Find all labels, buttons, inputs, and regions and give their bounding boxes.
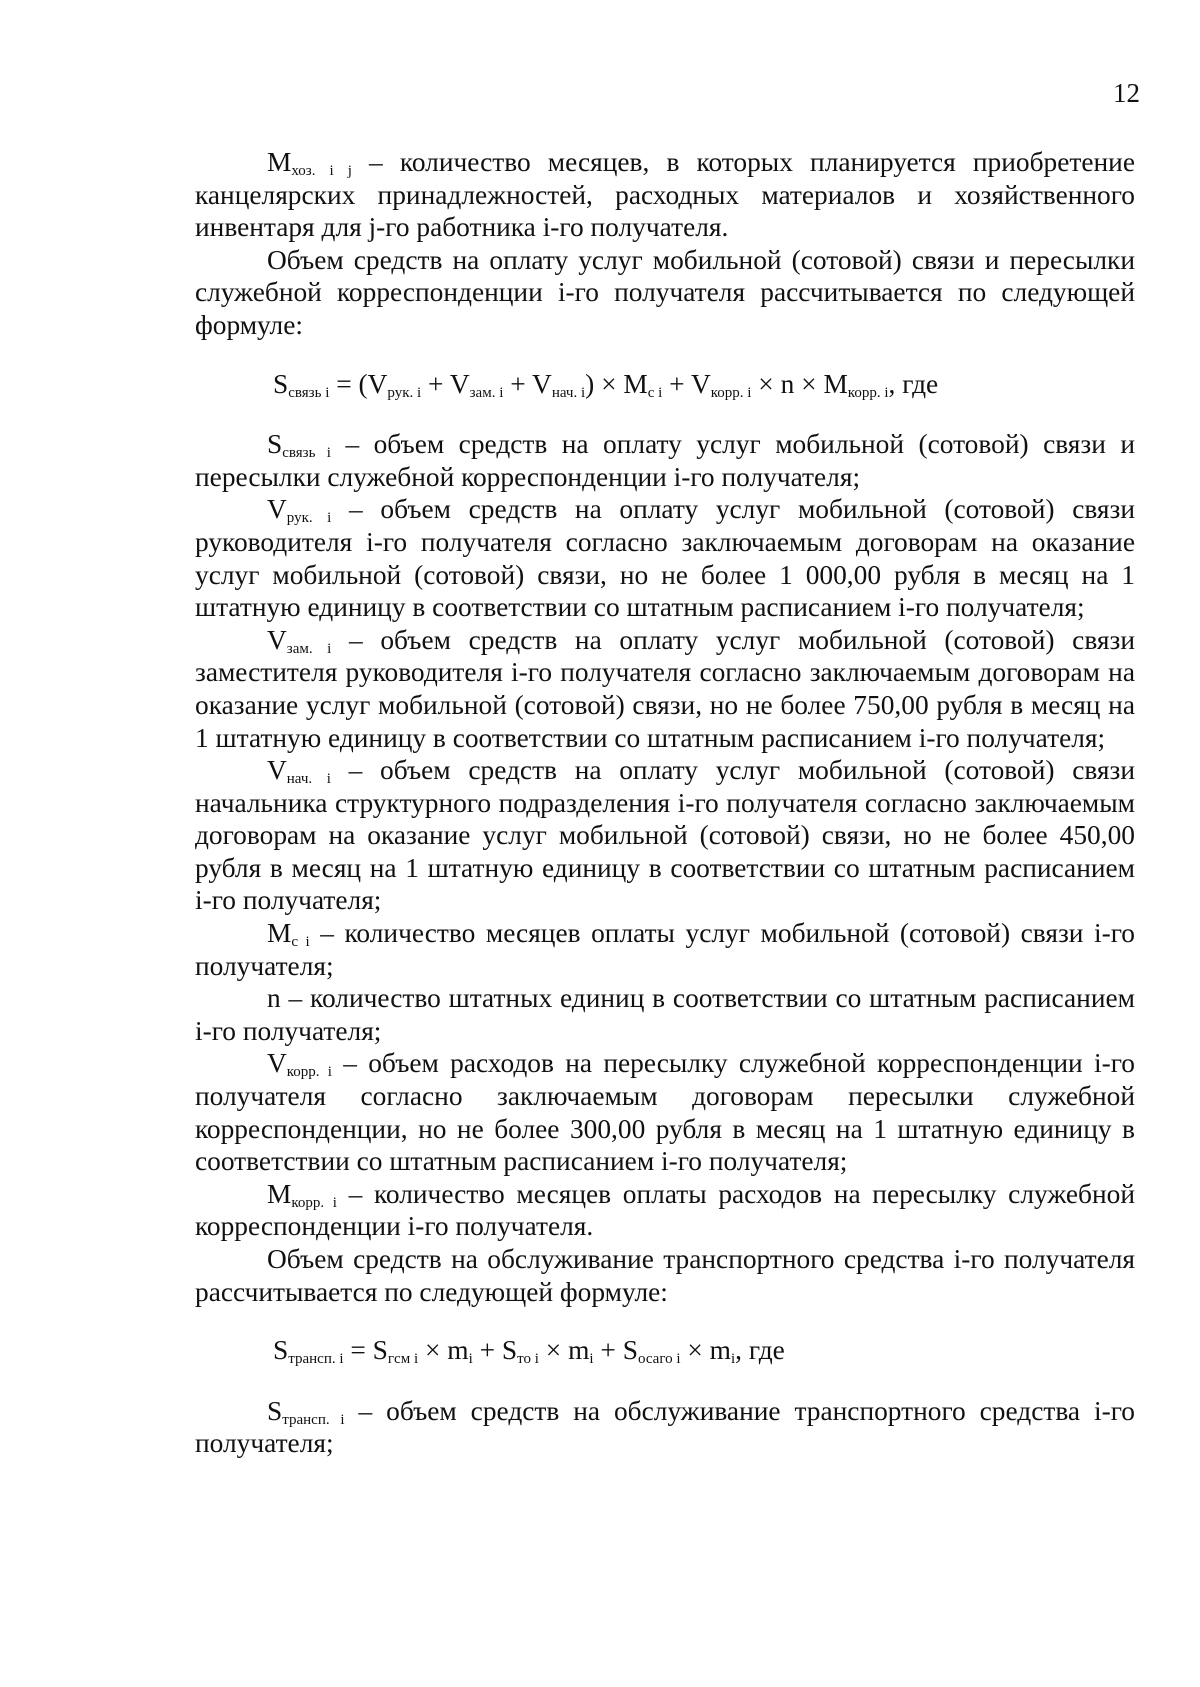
definition-text: – объем средств на оплату услуг мобильной (сотовой) связи руководителя i-го получателя согласно заключаемым договорам на оказание услуг мобильной (сотовой) связи, но не более 1 000,00 рубля в месяц на 1 штатную единицу в соответствии со штатным расписанием i-го получателя; [195, 494, 1135, 623]
definition-text: – объем расходов на пересылку служебной корреспонденции i-го получателя согласно заключаемым договорам пересылки служебной корреспонденции, но не более 300,00 рубля в месяц на 1 штатную единицу в соответствии со штатным расписанием i-го получателя; [195, 1048, 1135, 1177]
paragraph-text: – количество месяцев, в которых планируется приобретение канцелярских принадлежностей, расходных материалов и хозяйственного инвентаря для j-го работника i-го получателя. [195, 147, 1135, 243]
definition-s-transp [195, 1395, 1135, 1460]
symbol-subscript: нач. i [286, 771, 331, 788]
definition-text: – количество месяцев оплаты расходов на пересылку служебной корреспонденции i-го получателя. [195, 1178, 1135, 1242]
definition-n [195, 982, 1135, 1047]
definition-m-c [195, 917, 1135, 982]
paragraph-intro-transport: Объем средств на обслуживание транспортного средства i-го получателя рассчитывается по следующей формуле: [195, 1244, 1135, 1307]
page-number: 12 [1113, 78, 1140, 108]
symbol: S [267, 1395, 283, 1426]
definition-text: – объем средств на оплату услуг мобильной (сотовой) связи начальника структурного подразделения i-го получателя согласно заключаемым договорам на оказание услуг мобильной (сотовой) связи, но не более 450,00 рубля в месяц на 1 штатную единицу в соответствии со штатным расписанием i-го получателя; [195, 755, 1135, 916]
symbol: V [267, 1048, 287, 1079]
formula-transport: $S_{трансп. i} = S_{гсм i} \times m_i + S_{то i} \times m_i + S_{осаго i} \times m_i$, где [273, 1335, 785, 1368]
definition-s-svyaz [195, 428, 1135, 493]
symbol-subscript: c i [291, 934, 310, 951]
definition-text: – количество месяцев оплаты услуг мобильной (сотовой) связи i-го получателя; [195, 918, 1135, 981]
symbol-subscript: связь i [282, 445, 331, 462]
symbol-subscript: корр. i [291, 1194, 337, 1211]
symbol: V [267, 494, 287, 525]
formula-communications: $S_{связь i} = (V_{рук. i} + V_{зам. i} + V_{нач. i}) \times M_{c i} + V_{корр. i} \times n \times M_{корр. i}$, где [273, 368, 939, 401]
paragraph-intro-communications: Объем средств на оплату услуг мобильной (сотовой) связи и пересылки служебной корреспонденции i-го получателя рассчитывается по следующей формуле: [195, 244, 1135, 340]
definition-text: – объем средств на оплату услуг мобильной (сотовой) связи заместителя руководителя i-го получателя согласно заключаемым договорам на оказание услуг мобильной (сотовой) связи, но не более 750,00 рубля в месяц на 1 штатную единицу в соответствии со штатным расписанием i-го получателя; [195, 624, 1135, 753]
paragraph-m-hoz [195, 146, 1135, 244]
symbol: n [267, 983, 281, 1014]
symbol: M [267, 918, 292, 949]
definition-v-zam [195, 624, 1135, 754]
document-body [195, 146, 1135, 1460]
definition-m-korr [195, 1178, 1135, 1243]
symbol: M [267, 1178, 292, 1209]
symbol: V [267, 624, 287, 655]
symbol: M [267, 147, 292, 177]
definition-v-korr [195, 1047, 1135, 1177]
symbol-subscript: зам. i [286, 640, 332, 657]
definition-text: – количество штатных единиц в соответствии со штатным расписанием i-го получателя; [195, 983, 1135, 1046]
symbol-subscript: рук. i [286, 510, 332, 527]
symbol-subscript: корр. i [286, 1064, 332, 1081]
symbol-subscript: хоз. i j [291, 163, 352, 179]
definition-v-ruk [195, 493, 1135, 623]
definition-text: – объем средств на оплату услуг мобильной (сотовой) связи и пересылки служебной корреспонденции i-го получателя; [195, 429, 1135, 492]
symbol-subscript: трансп. i [282, 1411, 345, 1428]
definition-text: – объем средств на обслуживание транспортного средства i-го получателя; [195, 1395, 1135, 1459]
definition-v-nach [195, 754, 1135, 917]
symbol: S [267, 429, 283, 460]
symbol: V [267, 755, 287, 786]
